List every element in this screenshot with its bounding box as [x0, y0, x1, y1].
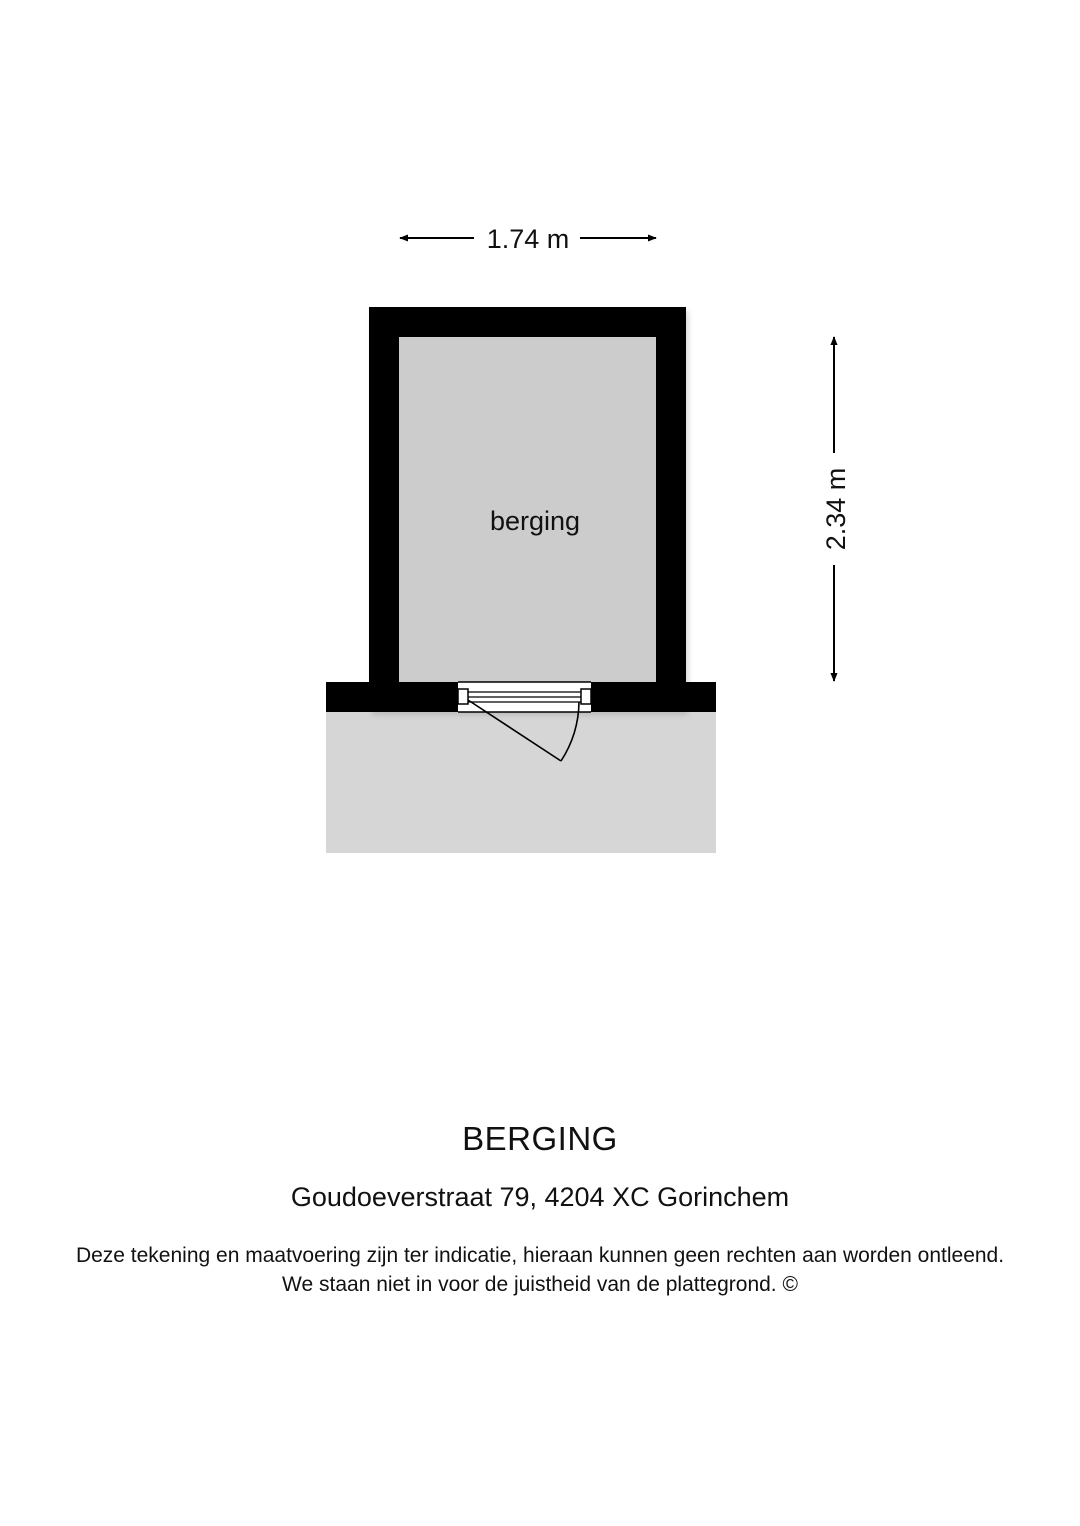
wall-right [656, 307, 686, 683]
wall-left [369, 307, 399, 683]
wall-top [369, 307, 685, 337]
disclaimer-line-2: We staan niet in voor de juistheid van de plattegrond. © [282, 1273, 798, 1296]
wall-front-left [326, 682, 458, 712]
disclaimer-line-1: Deze tekening en maatvoering zijn ter indicatie, hieraan kunnen geen rechten aan worden ontleend. [75, 1244, 1005, 1267]
width-label: 1.74 m [486, 224, 570, 254]
plan-title: BERGING [462, 1120, 618, 1157]
depth-label: 2.34 m [821, 467, 851, 551]
address-line: Goudoeverstraat 79, 4204 XC Gorinchem [290, 1182, 790, 1212]
outside-area [326, 711, 716, 853]
room-label: berging [489, 506, 581, 536]
wall-front-right [591, 682, 716, 712]
depth-dimension [821, 337, 851, 681]
width-dimension [400, 224, 656, 254]
